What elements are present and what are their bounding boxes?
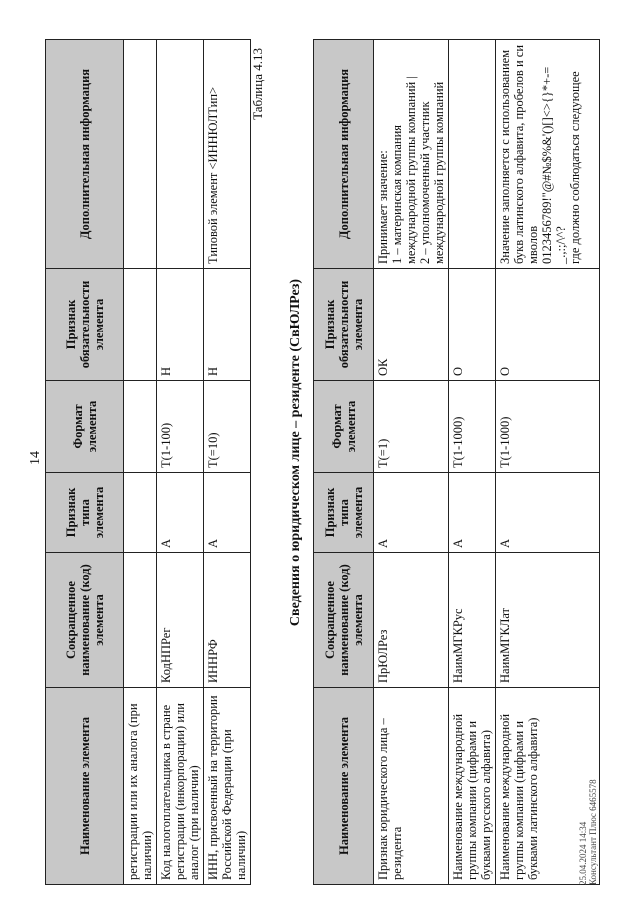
table-row: [124, 40, 157, 885]
cell-format: [124, 381, 157, 473]
table-row: [204, 40, 251, 885]
table-resident: [313, 39, 600, 885]
header-name: Наименование элемента: [314, 688, 374, 885]
cell-type: А: [496, 473, 600, 553]
cell-format: T(1-100): [157, 381, 204, 473]
table-label: Таблица 4.13: [250, 48, 265, 120]
cell-format: T(1-1000): [496, 381, 600, 473]
header-code: Сокращенное наименование (код) элемента: [46, 553, 124, 688]
cell-required: О: [496, 269, 600, 381]
cell-required: ОК: [374, 269, 449, 381]
table-title: Сведения о юридическом лице – резиденте (СвЮЛРез): [288, 278, 303, 627]
cell-type: [124, 473, 157, 553]
table-row: [374, 40, 449, 885]
print-stamp: [578, 779, 598, 885]
header-type: Признак типа элемента: [46, 473, 124, 553]
page-number: 14: [28, 451, 43, 465]
cell-type: А: [374, 473, 449, 553]
cell-info: [124, 40, 157, 269]
cell-code: ИННРФ: [204, 553, 251, 688]
cell-name: ИНН, присвоенный на территории Российской Федерации (при наличии): [204, 688, 251, 885]
cell-name: Наименование международной группы компании (цифрами и буквами латинского алфавита): [496, 688, 600, 885]
table-continued: [45, 39, 251, 885]
header-info: Дополнительная информация: [314, 40, 374, 269]
cell-required: Н: [204, 269, 251, 381]
header-format: Формат элемента: [46, 381, 124, 473]
cell-info: Типовой элемент <ИННЮЛТип>: [204, 40, 251, 269]
cell-format: T(1-1000): [449, 381, 496, 473]
cell-format: T(=1): [374, 381, 449, 473]
table-header-row: [46, 40, 124, 885]
header-info: Дополнительная информация: [46, 40, 124, 269]
header-type: Признак типа элемента: [314, 473, 374, 553]
cell-code: [124, 553, 157, 688]
cell-code: ПрЮЛРез: [374, 553, 449, 688]
cell-code: НаимМГКЛат: [496, 553, 600, 688]
table-row: [449, 40, 496, 885]
cell-info: [449, 40, 496, 269]
cell-required: Н: [157, 269, 204, 381]
stamp-date: 25.04.2024 14:34: [578, 821, 588, 885]
header-format: Формат элемента: [314, 381, 374, 473]
cell-format: T(=10): [204, 381, 251, 473]
cell-name: Код налогоплательщика в стране регистрации (инкорпорации) или аналог (при наличии): [157, 688, 204, 885]
stamp-source: Консультант Плюс 6465578: [588, 779, 598, 885]
cell-name: Признак юридического лица – резидента: [374, 688, 449, 885]
cell-type: А: [449, 473, 496, 553]
cell-code: КодНПРег: [157, 553, 204, 688]
header-code: Сокращенное наименование (код) элемента: [314, 553, 374, 688]
cell-required: О: [449, 269, 496, 381]
cell-type: А: [204, 473, 251, 553]
header-required: Признак обязательности элемента: [314, 269, 374, 381]
table-row: [157, 40, 204, 885]
cell-info: [157, 40, 204, 269]
table-row: [496, 40, 600, 885]
cell-code: НаимМГКРус: [449, 553, 496, 688]
cell-info: Значение заполняется с использованием букв латинского алфавита, пробелов и символов 0123456789!"@#№$%&'()[]<>{}*+-=_.,:;/\^? где должно соблюдаться следующее: [496, 40, 600, 269]
header-required: Признак обязательности элемента: [46, 269, 124, 381]
header-name: Наименование элемента: [46, 688, 124, 885]
cell-info: Принимает значение: 1 – материнская компания международной группы компаний | 2 – уполномоченный участник международной группы компаний: [374, 40, 449, 269]
cell-name: Наименование международной группы компании (цифрами и буквами русского алфавита): [449, 688, 496, 885]
table-header-row: [314, 40, 374, 885]
cell-name: регистрации или их аналога (при наличии): [124, 688, 157, 885]
cell-type: А: [157, 473, 204, 553]
cell-required: [124, 269, 157, 381]
